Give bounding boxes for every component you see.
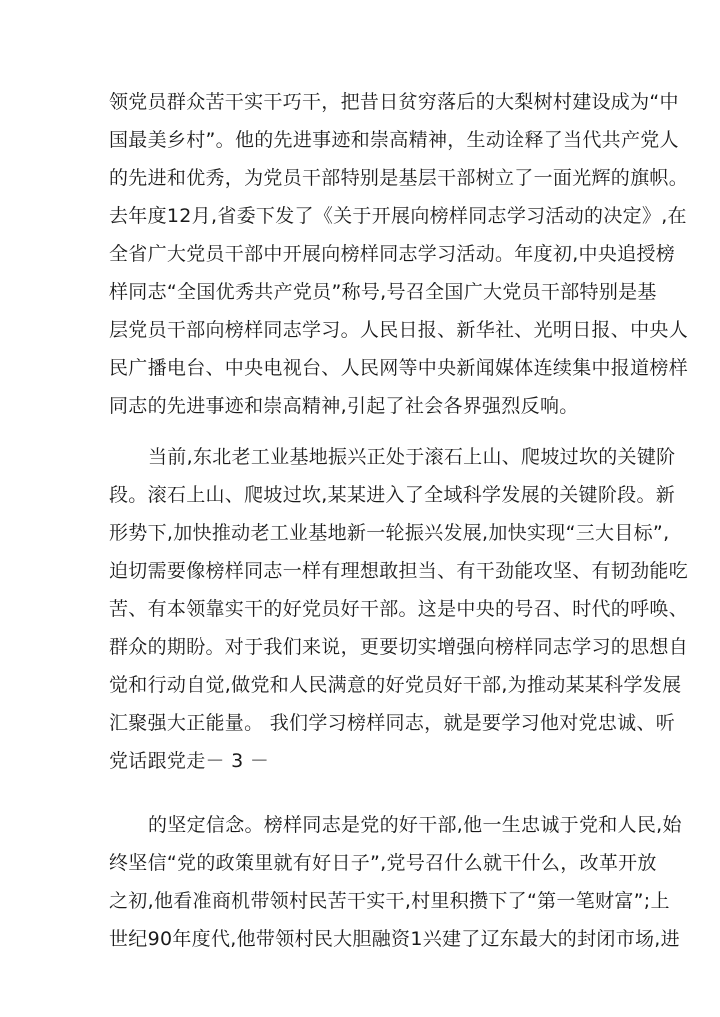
text-line: 群众的期盼。对于我们来说，更要切实增强向榜样同志学习的思想自 xyxy=(109,636,689,658)
text-line: 同志的先进事迹和崇高精神,引起了社会各界强烈反响。 xyxy=(109,395,579,417)
text-line: 形势下,加快推动老工业基地新一轮振兴发展,加快实现“三大目标”, xyxy=(109,522,670,544)
text-line: 迫切需要像榜样同志一样有理想敢担当、有干劲能攻坚、有韧劲能吃 xyxy=(109,560,689,582)
text-line: 觉和行动自觉,做党和人民满意的好党员好干部,为推动某某科学发展 xyxy=(109,674,682,696)
text-line: 段。滚石上山、爬坡过坎,某某进入了全域科学发展的关键阶段。新 xyxy=(109,484,676,506)
text-line: 的先进和优秀，为党员干部特别是基层干部树立了一面光辉的旗帜。 xyxy=(109,167,689,189)
text-line: 领党员群众苦干实干巧干，把昔日贫穷落后的大梨树村建设成为“中 xyxy=(109,91,679,113)
text-line: 层党员干部向榜样同志学习。人民日报、新华社、光明日报、中央人 xyxy=(109,319,689,341)
text-line: 当前,东北老工业基地振兴正处于滚石上山、爬坡过坎的关键阶 xyxy=(148,446,676,468)
text-line: 民广播电台、中央电视台、人民网等中央新闻媒体连续集中报道榜样 xyxy=(109,357,689,379)
text-line: 去年度12月,省委下发了《关于开展向榜样同志学习活动的决定》,在 xyxy=(109,205,687,227)
text-line: 全省广大党员干部中开展向榜样同志学习活动。年度初,中央追授榜 xyxy=(109,243,676,265)
text-line-page-number: 党话跟党走－ 3 － xyxy=(109,750,270,772)
text-line: 世纪90年度代,他带领村民大胆融资1兴建了辽东最大的封闭市场,进 xyxy=(109,928,680,950)
text-line: 之初,他看准商机带领村民苦干实干,村里积攒下了“第一笔财富”;上 xyxy=(109,890,670,912)
text-line: 汇聚强大正能量。 我们学习榜样同志，就是要学习他对党忠诚、听 xyxy=(109,712,676,734)
text-line: 终坚信“党的政策里就有好日子”,党号召什么就干什么，改革开放 xyxy=(109,852,657,874)
text-line: 的坚定信念。榜样同志是党的好干部,他一生忠诚于党和人民,始 xyxy=(148,814,682,836)
text-line: 苦、有本领靠实干的好党员好干部。这是中央的号召、时代的呼唤、 xyxy=(109,598,689,620)
text-line: 国最美乡村”。他的先进事迹和崇高精神，生动诠释了当代共产党人 xyxy=(109,129,679,151)
text-line: 样同志“全国优秀共产党员”称号,号召全国广大党员干部特别是基 xyxy=(109,281,657,303)
